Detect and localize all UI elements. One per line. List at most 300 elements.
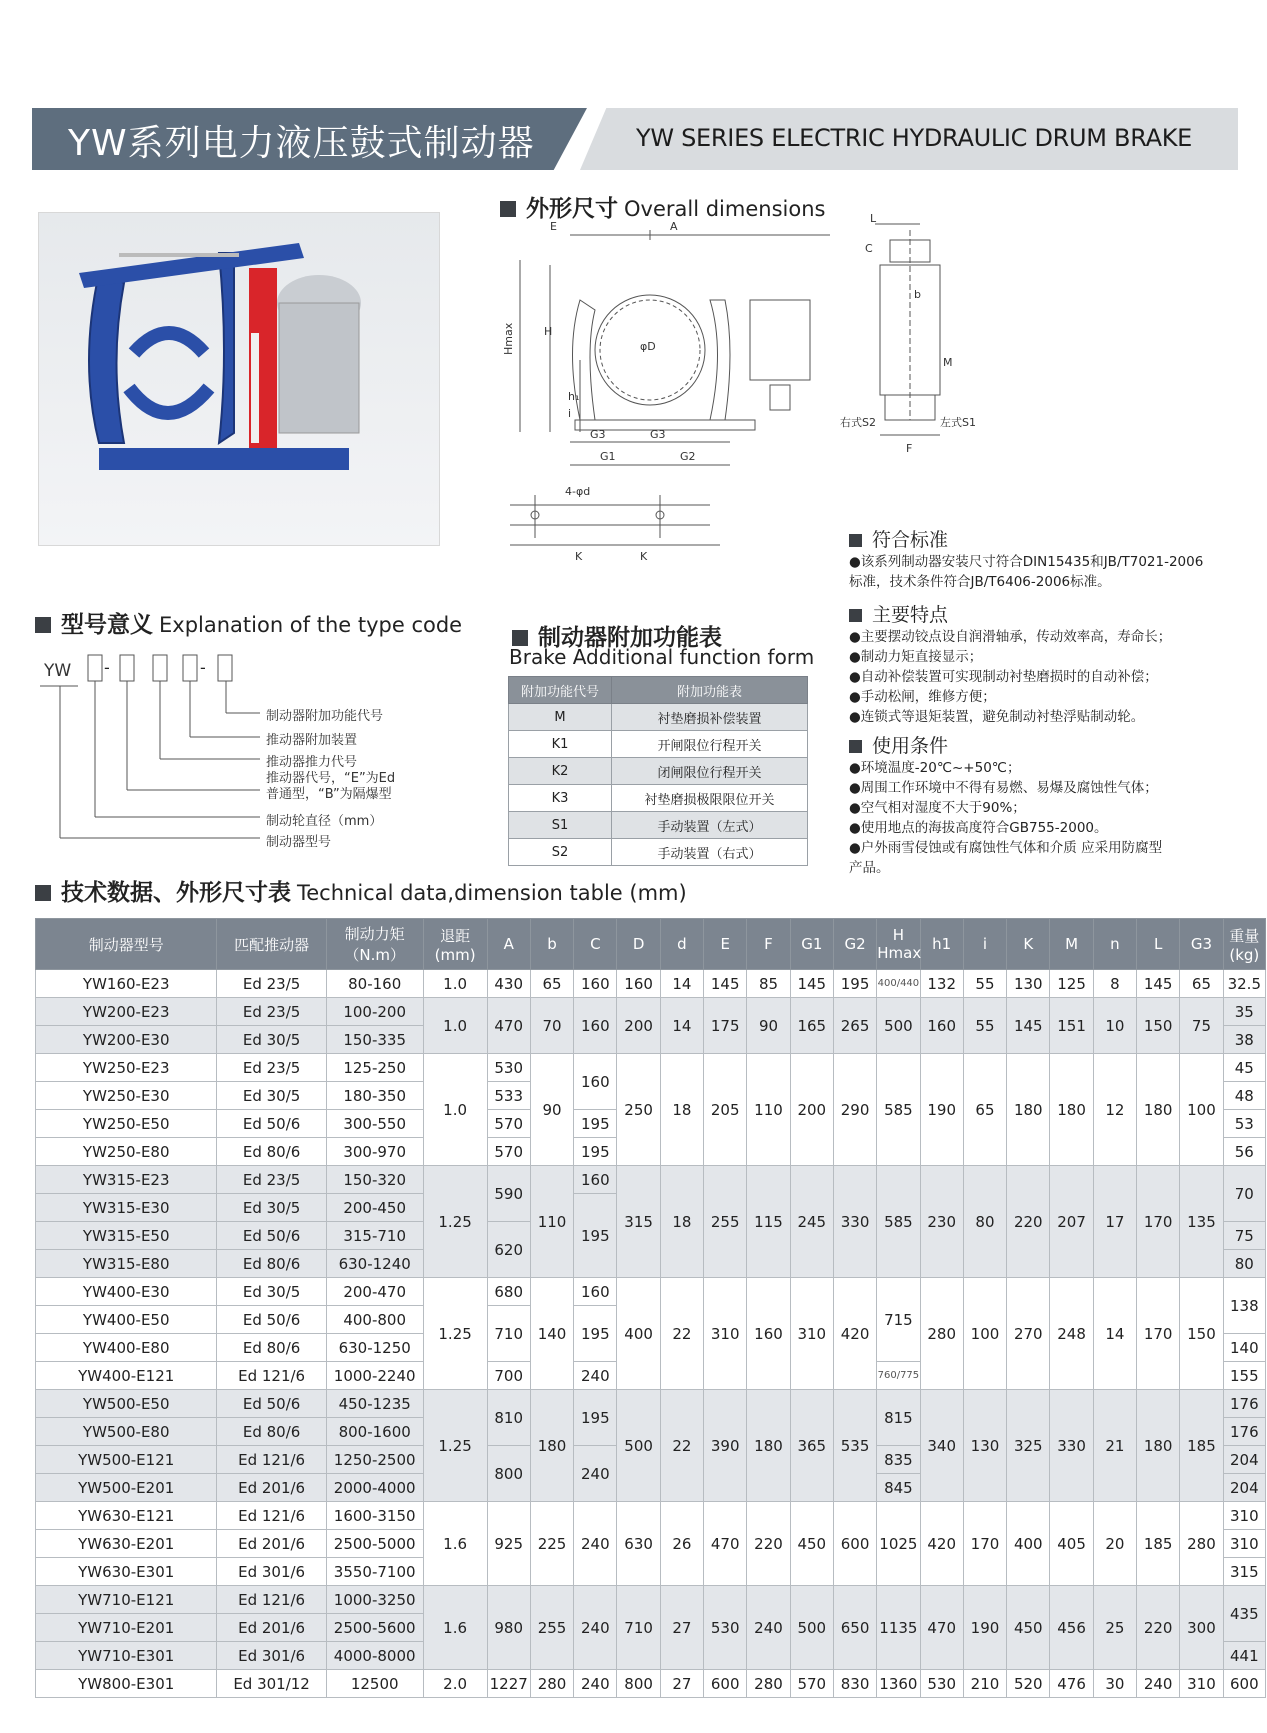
table-cell: 533 bbox=[487, 1082, 530, 1110]
pusher-cell: Ed 121/6 bbox=[217, 1502, 326, 1530]
torque-cell: 800-1600 bbox=[326, 1418, 423, 1446]
pusher-cell: Ed 121/6 bbox=[217, 1362, 326, 1390]
model-cell: YW500-E201 bbox=[36, 1474, 217, 1502]
table-cell: 845 bbox=[877, 1474, 920, 1502]
section-square-icon bbox=[35, 885, 51, 901]
weight-cell: 441 bbox=[1223, 1642, 1265, 1670]
table-cell: 195 bbox=[574, 1194, 617, 1278]
dimensions-title-en: Overall dimensions bbox=[624, 197, 826, 221]
table-cell: 230 bbox=[920, 1166, 963, 1278]
torque-cell: 150-320 bbox=[326, 1166, 423, 1194]
torque-cell: 1000-3250 bbox=[326, 1586, 423, 1614]
table-cell: 180 bbox=[1137, 1054, 1180, 1166]
table-cell: 240 bbox=[574, 1586, 617, 1670]
table-cell: 65 bbox=[963, 1054, 1006, 1166]
function-table-title-cn: 制动器附加功能表 bbox=[538, 625, 722, 651]
dim-label-G3-right: G3 bbox=[650, 428, 666, 441]
table-cell: 390 bbox=[704, 1390, 747, 1502]
table-cell: 310 bbox=[704, 1278, 747, 1390]
dim-label-phiD: φD bbox=[640, 340, 656, 353]
dim-label-F: F bbox=[906, 442, 913, 455]
column-header: d bbox=[660, 919, 703, 970]
pusher-cell: Ed 30/5 bbox=[217, 1082, 326, 1110]
weight-cell: 176 bbox=[1223, 1418, 1265, 1446]
table-cell: 476 bbox=[1050, 1670, 1093, 1698]
table-cell: 150 bbox=[1180, 1278, 1223, 1390]
table-cell: 80 bbox=[963, 1166, 1006, 1278]
table-header-row bbox=[36, 919, 1266, 970]
type-code-item: 推动器附加装置 bbox=[266, 733, 358, 748]
model-cell: YW710-E301 bbox=[36, 1642, 217, 1670]
table-cell: 195 bbox=[574, 1138, 617, 1166]
table-cell: 280 bbox=[747, 1670, 790, 1698]
table-cell: 145 bbox=[1137, 970, 1180, 998]
table-cell: 280 bbox=[1180, 1502, 1223, 1586]
type-code-dash: - bbox=[104, 658, 110, 677]
torque-cell: 4000-8000 bbox=[326, 1642, 423, 1670]
dim-label-K-right: K bbox=[640, 550, 648, 563]
table-cell: 210 bbox=[963, 1670, 1006, 1698]
tech-table-title-en: Technical data,dimension table (mm) bbox=[297, 881, 687, 905]
table-cell: 570 bbox=[487, 1110, 530, 1138]
table-cell: 315 bbox=[617, 1166, 660, 1278]
table-cell: 600 bbox=[833, 1502, 876, 1586]
type-code-title-cn: 型号意义 bbox=[61, 612, 153, 638]
model-cell: YW200-E30 bbox=[36, 1026, 217, 1054]
table-cell: 225 bbox=[530, 1502, 573, 1586]
table-cell: 185 bbox=[1180, 1390, 1223, 1502]
list-item: ●环境温度-20℃~+50℃； bbox=[849, 760, 1021, 776]
weight-cell: 56 bbox=[1223, 1138, 1265, 1166]
table-cell: 21 bbox=[1093, 1390, 1136, 1502]
table-cell: 207 bbox=[1050, 1166, 1093, 1278]
pusher-cell: Ed 80/6 bbox=[217, 1138, 326, 1166]
table-cell: 65 bbox=[530, 970, 573, 998]
weight-cell: 75 bbox=[1223, 1222, 1265, 1250]
model-cell: YW200-E23 bbox=[36, 998, 217, 1026]
function-name-header: 附加功能表 bbox=[612, 677, 808, 704]
model-cell: YW400-E30 bbox=[36, 1278, 217, 1306]
pusher-cell: Ed 80/6 bbox=[217, 1334, 326, 1362]
table-cell: 25 bbox=[1093, 1586, 1136, 1670]
weight-cell: 38 bbox=[1223, 1026, 1265, 1054]
pusher-cell: Ed 50/6 bbox=[217, 1222, 326, 1250]
dim-label-C: C bbox=[865, 242, 873, 255]
table-cell: 140 bbox=[530, 1278, 573, 1390]
model-cell: YW500-E80 bbox=[36, 1418, 217, 1446]
pusher-cell: Ed 23/5 bbox=[217, 998, 326, 1026]
table-cell: 85 bbox=[747, 970, 790, 998]
table-cell: 220 bbox=[1007, 1166, 1050, 1278]
table-cell: 570 bbox=[790, 1670, 833, 1698]
table-row bbox=[509, 758, 808, 785]
model-cell: YW250-E23 bbox=[36, 1054, 217, 1082]
table-cell: 420 bbox=[920, 1502, 963, 1586]
table-cell: 220 bbox=[1137, 1586, 1180, 1670]
table-cell: 8 bbox=[1093, 970, 1136, 998]
model-cell: YW710-E201 bbox=[36, 1614, 217, 1642]
table-cell: 830 bbox=[833, 1670, 876, 1698]
table-cell: 585 bbox=[877, 1166, 920, 1278]
table-cell: 160 bbox=[574, 1054, 617, 1110]
table-cell: 710 bbox=[617, 1586, 660, 1670]
table-cell: 240 bbox=[747, 1586, 790, 1670]
section-square-icon bbox=[512, 630, 528, 646]
list-item: ●制动力矩直接显示； bbox=[849, 649, 983, 665]
pusher-cell: Ed 121/6 bbox=[217, 1446, 326, 1474]
table-cell: 1.25 bbox=[423, 1278, 487, 1390]
table-cell: 151 bbox=[1050, 998, 1093, 1054]
pusher-cell: Ed 121/6 bbox=[217, 1586, 326, 1614]
standards-title-text: 符合标准 bbox=[872, 529, 949, 551]
weight-cell: 310 bbox=[1223, 1530, 1265, 1558]
table-cell: 2.0 bbox=[423, 1670, 487, 1698]
table-cell: 1.6 bbox=[423, 1502, 487, 1586]
column-header: M bbox=[1050, 919, 1093, 970]
table-cell: 280 bbox=[920, 1278, 963, 1390]
torque-cell: 630-1240 bbox=[326, 1250, 423, 1278]
column-header: 制动器型号 bbox=[36, 919, 217, 970]
pusher-cell: Ed 30/5 bbox=[217, 1194, 326, 1222]
table-row bbox=[509, 731, 808, 758]
table-cell: 405 bbox=[1050, 1502, 1093, 1586]
section-square-icon bbox=[849, 609, 862, 622]
table-cell: 240 bbox=[574, 1362, 617, 1390]
function-table-title-en: Brake Additional function form bbox=[509, 645, 815, 669]
dim-label-G3-left: G3 bbox=[590, 428, 606, 441]
table-cell: 132 bbox=[920, 970, 963, 998]
dim-label-i: i bbox=[568, 407, 572, 420]
table-cell: 340 bbox=[920, 1390, 963, 1502]
torque-cell: 300-550 bbox=[326, 1110, 423, 1138]
torque-cell: 1000-2240 bbox=[326, 1362, 423, 1390]
torque-cell: 400-800 bbox=[326, 1306, 423, 1334]
function-code: K1 bbox=[509, 731, 612, 758]
column-header: 制动力矩（N.m） bbox=[326, 919, 423, 970]
table-cell: 32.5 bbox=[1223, 970, 1265, 998]
type-code-title-en: Explanation of the type code bbox=[159, 613, 463, 637]
type-code-diagram bbox=[38, 650, 478, 850]
dim-label-Hmax: Hmax bbox=[502, 322, 515, 355]
dim-label-K-left: K bbox=[575, 550, 583, 563]
function-code: K2 bbox=[509, 758, 612, 785]
table-cell: 500 bbox=[617, 1390, 660, 1502]
standards-list bbox=[849, 552, 1203, 592]
weight-cell: 45 bbox=[1223, 1054, 1265, 1082]
table-cell: 530 bbox=[704, 1586, 747, 1670]
function-name: 衬垫磨损极限限位开关 bbox=[612, 785, 808, 812]
table-cell: 240 bbox=[574, 1446, 617, 1502]
features-list bbox=[849, 627, 1171, 727]
column-header: G2 bbox=[833, 919, 876, 970]
function-code-header: 附加功能代号 bbox=[509, 677, 612, 704]
table-cell: 180 bbox=[1007, 1054, 1050, 1166]
table-cell: 70 bbox=[530, 998, 573, 1054]
torque-cell: 450-1235 bbox=[326, 1390, 423, 1418]
function-name: 手动装置（左式） bbox=[612, 812, 808, 839]
weight-cell: 176 bbox=[1223, 1390, 1265, 1418]
table-cell: 1.0 bbox=[423, 1054, 487, 1166]
table-cell: 265 bbox=[833, 998, 876, 1054]
conditions-title-text: 使用条件 bbox=[872, 735, 949, 757]
table-cell: 130 bbox=[1007, 970, 1050, 998]
table-cell: 110 bbox=[747, 1054, 790, 1166]
table-cell: 90 bbox=[747, 998, 790, 1054]
table-cell: 500 bbox=[877, 998, 920, 1054]
model-cell: YW400-E50 bbox=[36, 1306, 217, 1334]
weight-cell: 138 bbox=[1223, 1278, 1265, 1334]
table-cell: 135 bbox=[1180, 1166, 1223, 1278]
table-cell: 420 bbox=[833, 1278, 876, 1390]
table-cell: 150 bbox=[1137, 998, 1180, 1054]
column-header: G1 bbox=[790, 919, 833, 970]
table-cell: 800 bbox=[487, 1446, 530, 1502]
function-code: M bbox=[509, 704, 612, 731]
table-cell: 530 bbox=[920, 1670, 963, 1698]
table-cell: 30 bbox=[1093, 1670, 1136, 1698]
weight-cell: 435 bbox=[1223, 1586, 1265, 1642]
list-item: ●空气相对湿度不大于90%； bbox=[849, 800, 1026, 816]
table-cell: 245 bbox=[790, 1166, 833, 1278]
table-cell: 1.6 bbox=[423, 1586, 487, 1670]
table-cell: 18 bbox=[660, 1054, 703, 1166]
drum-brake-illustration bbox=[39, 213, 439, 545]
table-cell: 27 bbox=[660, 1670, 703, 1698]
table-cell: 130 bbox=[963, 1390, 1006, 1502]
column-header: 重量(kg) bbox=[1223, 919, 1265, 970]
table-cell: 500 bbox=[790, 1586, 833, 1670]
table-cell: 180 bbox=[747, 1390, 790, 1502]
function-table bbox=[508, 676, 808, 866]
function-table-header bbox=[509, 677, 808, 704]
list-item: ●手动松闸，维修方便； bbox=[849, 689, 996, 705]
table-row bbox=[36, 998, 1266, 1026]
list-item: ●主要摆动铰点设自润滑轴承，传动效率高，寿命长； bbox=[849, 629, 1172, 645]
page-title-cn: YW系列电力液压鼓式制动器 bbox=[68, 123, 535, 164]
table-cell: 14 bbox=[660, 998, 703, 1054]
pusher-cell: Ed 30/5 bbox=[217, 1278, 326, 1306]
column-header: b bbox=[530, 919, 573, 970]
table-cell: 160 bbox=[920, 998, 963, 1054]
model-cell: YW500-E121 bbox=[36, 1446, 217, 1474]
column-header: K bbox=[1007, 919, 1050, 970]
table-cell: 175 bbox=[704, 998, 747, 1054]
pusher-cell: Ed 201/6 bbox=[217, 1474, 326, 1502]
table-cell: 600 bbox=[704, 1670, 747, 1698]
pusher-cell: Ed 201/6 bbox=[217, 1614, 326, 1642]
table-cell: 170 bbox=[963, 1502, 1006, 1586]
table-cell: 590 bbox=[487, 1166, 530, 1222]
table-cell: 255 bbox=[530, 1586, 573, 1670]
model-cell: YW250-E30 bbox=[36, 1082, 217, 1110]
list-item: ●自动补偿装置可实现制动衬垫磨损时的自动补偿； bbox=[849, 669, 1158, 685]
table-cell: 470 bbox=[487, 998, 530, 1054]
weight-cell: 70 bbox=[1223, 1166, 1265, 1222]
table-cell: 1.0 bbox=[423, 970, 487, 998]
table-cell: 710 bbox=[487, 1306, 530, 1362]
model-cell: YW400-E80 bbox=[36, 1334, 217, 1362]
dim-label-A: A bbox=[670, 220, 678, 233]
dimensions-title-cn: 外形尺寸 bbox=[526, 196, 618, 222]
table-cell: 450 bbox=[1007, 1586, 1050, 1670]
function-name: 闭闸限位行程开关 bbox=[612, 758, 808, 785]
conditions-title bbox=[849, 731, 948, 758]
list-item: ●周围工作环境中不得有易燃、易爆及腐蚀性气体； bbox=[849, 780, 1158, 796]
product-photo bbox=[38, 212, 440, 546]
type-code-item: 制动轮直径（mm） bbox=[266, 814, 383, 829]
table-cell: 760/775 bbox=[877, 1362, 920, 1390]
model-cell: YW800-E301 bbox=[36, 1670, 217, 1698]
table-cell: 715 bbox=[877, 1278, 920, 1362]
weight-cell: 204 bbox=[1223, 1446, 1265, 1474]
torque-cell: 1250-2500 bbox=[326, 1446, 423, 1474]
table-cell: 400/440 bbox=[877, 970, 920, 998]
dim-label-holes: 4-φd bbox=[565, 485, 591, 498]
table-cell: 1227 bbox=[487, 1670, 530, 1698]
table-cell: 325 bbox=[1007, 1390, 1050, 1502]
torque-cell: 2500-5600 bbox=[326, 1614, 423, 1642]
tech-data-table bbox=[35, 918, 1266, 1698]
column-header: L bbox=[1137, 919, 1180, 970]
function-code: S1 bbox=[509, 812, 612, 839]
function-code: K3 bbox=[509, 785, 612, 812]
table-cell: 195 bbox=[574, 1110, 617, 1138]
model-cell: YW630-E121 bbox=[36, 1502, 217, 1530]
table-cell: 248 bbox=[1050, 1278, 1093, 1390]
column-header: A bbox=[487, 919, 530, 970]
table-row bbox=[509, 812, 808, 839]
table-cell: 570 bbox=[487, 1138, 530, 1166]
model-cell: YW315-E23 bbox=[36, 1166, 217, 1194]
model-cell: YW500-E50 bbox=[36, 1390, 217, 1418]
table-cell: 290 bbox=[833, 1054, 876, 1166]
model-cell: YW400-E121 bbox=[36, 1362, 217, 1390]
weight-cell: 600 bbox=[1223, 1670, 1265, 1698]
pusher-cell: Ed 23/5 bbox=[217, 970, 326, 998]
table-cell: 145 bbox=[704, 970, 747, 998]
pusher-cell: Ed 50/6 bbox=[217, 1110, 326, 1138]
table-cell: 520 bbox=[1007, 1670, 1050, 1698]
function-code: S2 bbox=[509, 839, 612, 866]
type-code-prefix: YW bbox=[44, 661, 72, 681]
table-cell: 26 bbox=[660, 1502, 703, 1586]
type-code-section-title bbox=[35, 606, 462, 639]
table-row bbox=[509, 785, 808, 812]
table-cell: 160 bbox=[747, 1278, 790, 1390]
table-cell: 190 bbox=[920, 1054, 963, 1166]
table-cell: 17 bbox=[1093, 1166, 1136, 1278]
type-code-item: 制动器型号 bbox=[266, 835, 332, 850]
table-cell: 160 bbox=[617, 970, 660, 998]
table-cell: 18 bbox=[660, 1166, 703, 1278]
pusher-cell: Ed 23/5 bbox=[217, 1054, 326, 1082]
weight-cell: 155 bbox=[1223, 1362, 1265, 1390]
table-cell: 630 bbox=[617, 1502, 660, 1586]
table-cell: 180 bbox=[1137, 1390, 1180, 1502]
table-cell: 185 bbox=[1137, 1502, 1180, 1586]
table-cell: 815 bbox=[877, 1390, 920, 1446]
dimensions-section-title bbox=[500, 190, 825, 223]
torque-cell: 80-160 bbox=[326, 970, 423, 998]
weight-cell: 80 bbox=[1223, 1250, 1265, 1278]
type-code-item: 普通型，“B”为隔爆型 bbox=[266, 787, 392, 802]
table-row bbox=[36, 1166, 1266, 1194]
model-cell: YW315-E50 bbox=[36, 1222, 217, 1250]
pusher-cell: Ed 80/6 bbox=[217, 1418, 326, 1446]
table-cell: 14 bbox=[660, 970, 703, 998]
model-cell: YW315-E30 bbox=[36, 1194, 217, 1222]
table-cell: 195 bbox=[574, 1306, 617, 1362]
table-cell: 10 bbox=[1093, 998, 1136, 1054]
table-cell: 180 bbox=[530, 1390, 573, 1502]
conditions-list bbox=[849, 758, 1162, 878]
table-cell: 310 bbox=[1180, 1670, 1223, 1698]
table-cell: 250 bbox=[617, 1054, 660, 1166]
table-cell: 365 bbox=[790, 1390, 833, 1502]
list-item: ●连锁式等退矩装置，避免制动衬垫浮贴制动轮。 bbox=[849, 709, 1145, 725]
type-code-item: 推动器推力代号 bbox=[266, 755, 358, 770]
table-cell: 700 bbox=[487, 1362, 530, 1390]
weight-cell: 48 bbox=[1223, 1082, 1265, 1110]
table-cell: 165 bbox=[790, 998, 833, 1054]
weight-cell: 35 bbox=[1223, 998, 1265, 1026]
column-header: E bbox=[704, 919, 747, 970]
table-row bbox=[36, 1586, 1266, 1614]
table-cell: 1025 bbox=[877, 1502, 920, 1586]
list-item: ●使用地点的海拔高度符合GB755-2000。 bbox=[849, 820, 1108, 836]
tech-table-section-title bbox=[35, 874, 687, 907]
type-code-item: 制动器附加功能代号 bbox=[266, 709, 384, 724]
table-cell: 456 bbox=[1050, 1586, 1093, 1670]
pusher-cell: Ed 301/6 bbox=[217, 1558, 326, 1586]
column-header: D bbox=[617, 919, 660, 970]
torque-cell: 2500-5000 bbox=[326, 1530, 423, 1558]
column-header: 退距(mm) bbox=[423, 919, 487, 970]
table-cell: 170 bbox=[1137, 1278, 1180, 1390]
dim-label-G2: G2 bbox=[680, 450, 696, 463]
table-cell: 27 bbox=[660, 1586, 703, 1670]
dim-label-b: b bbox=[914, 288, 921, 301]
weight-cell: 310 bbox=[1223, 1502, 1265, 1530]
type-code-dash: - bbox=[200, 658, 206, 677]
torque-cell: 200-450 bbox=[326, 1194, 423, 1222]
dim-label-E: E bbox=[550, 220, 557, 233]
column-header: H Hmax bbox=[877, 919, 920, 970]
table-cell: 800 bbox=[617, 1670, 660, 1698]
table-cell: 1135 bbox=[877, 1586, 920, 1670]
standards-title bbox=[849, 525, 948, 552]
torque-cell: 12500 bbox=[326, 1670, 423, 1698]
model-cell: YW160-E23 bbox=[36, 970, 217, 998]
table-cell: 620 bbox=[487, 1222, 530, 1278]
pusher-cell: Ed 301/6 bbox=[217, 1642, 326, 1670]
table-cell: 160 bbox=[574, 1278, 617, 1306]
torque-cell: 315-710 bbox=[326, 1222, 423, 1250]
table-cell: 330 bbox=[1050, 1390, 1093, 1502]
column-header: h1 bbox=[920, 919, 963, 970]
torque-cell: 1600-3150 bbox=[326, 1502, 423, 1530]
section-square-icon bbox=[849, 534, 862, 547]
torque-cell: 630-1250 bbox=[326, 1334, 423, 1362]
table-cell: 280 bbox=[530, 1670, 573, 1698]
torque-cell: 150-335 bbox=[326, 1026, 423, 1054]
table-cell: 530 bbox=[487, 1054, 530, 1082]
tech-table-title-cn: 技术数据、外形尺寸表 bbox=[61, 880, 291, 906]
table-row bbox=[36, 1054, 1266, 1082]
torque-cell: 100-200 bbox=[326, 998, 423, 1026]
table-row bbox=[36, 1278, 1266, 1306]
table-cell: 400 bbox=[617, 1278, 660, 1390]
